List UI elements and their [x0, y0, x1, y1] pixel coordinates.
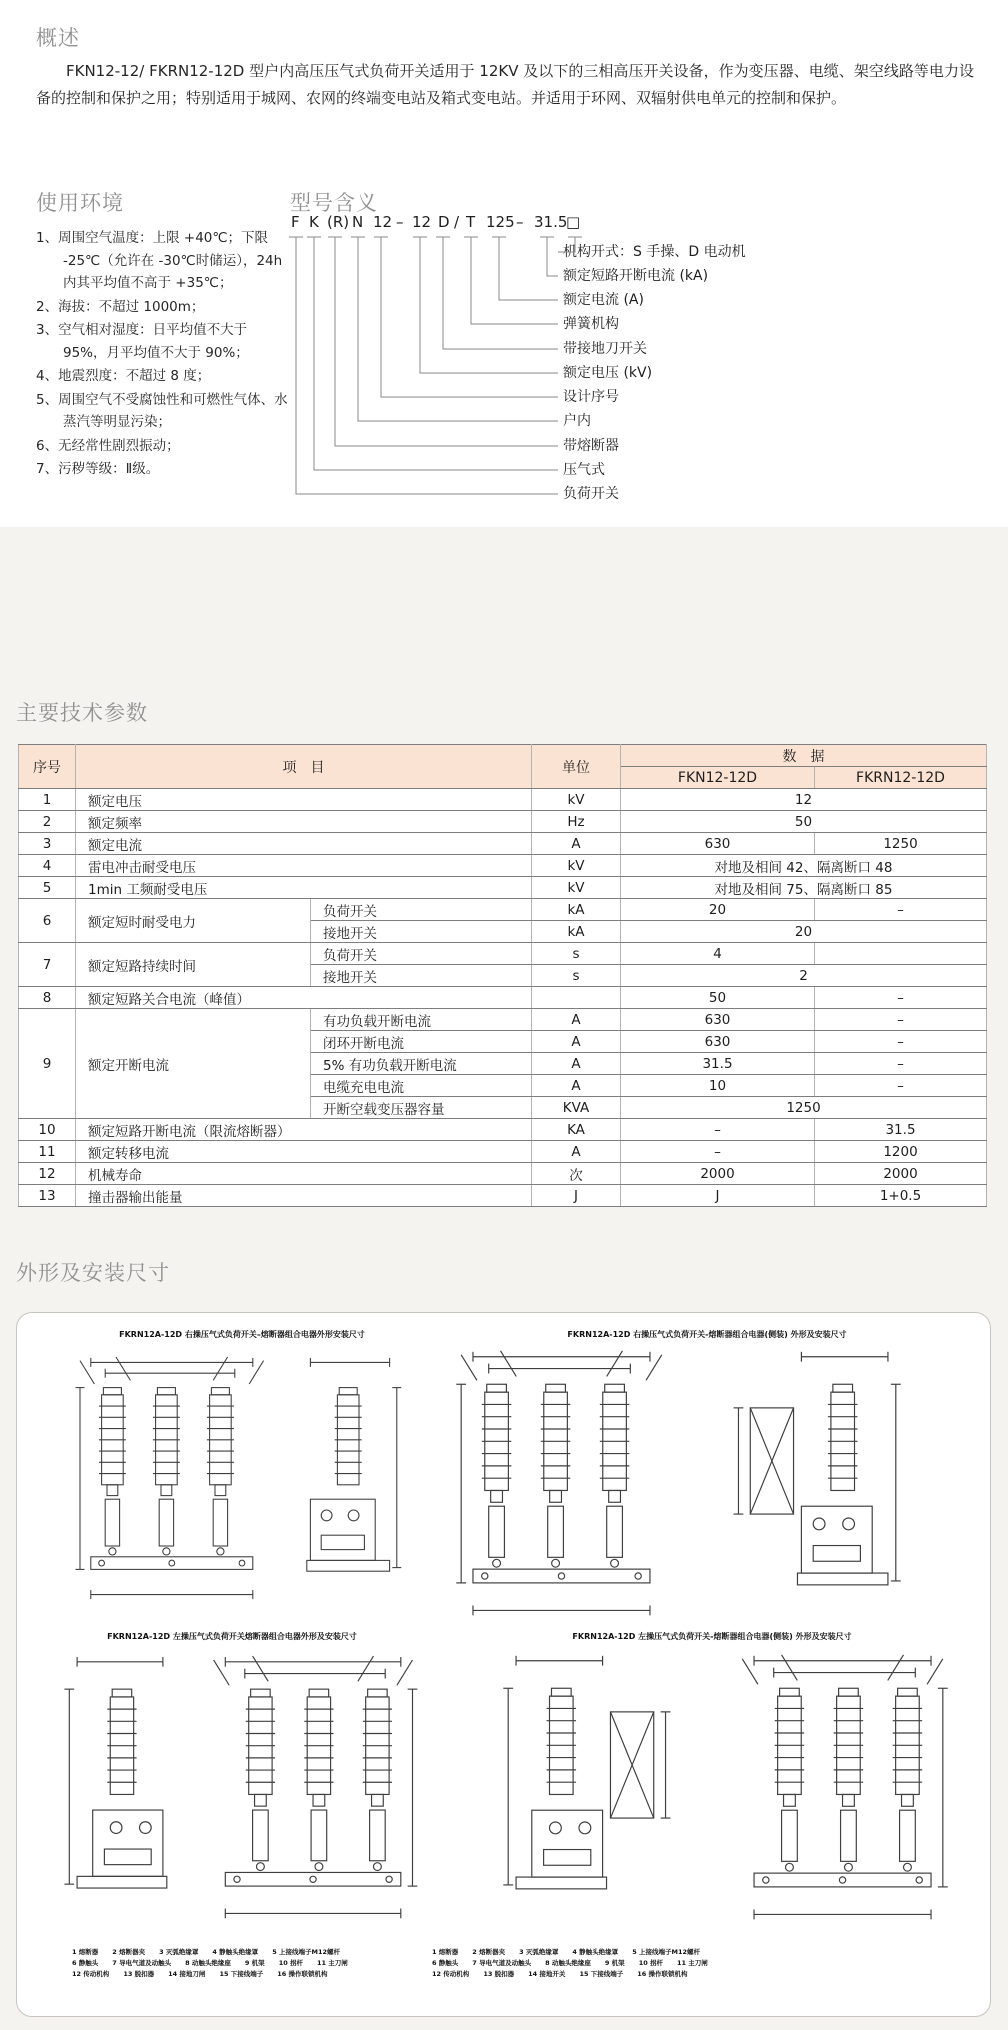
cell-value-fkrn: – [815, 1053, 987, 1075]
cell-item: 额定转移电流 [76, 1141, 532, 1163]
cell-value-span: 1250 [621, 1097, 987, 1119]
model-code-part: D [438, 213, 450, 231]
cell-subitem: 闭环开断电流 [311, 1031, 532, 1053]
table-row [19, 1163, 987, 1185]
cell-no: 5 [19, 877, 76, 899]
cell-value-span: 对地及相间 75、隔离断口 85 [621, 877, 987, 899]
cell-value-span: 2 [621, 965, 987, 987]
cell-subitem: 接地开关 [311, 965, 532, 987]
cell-value-fkn: 630 [621, 1009, 815, 1031]
env-item-number: 4、 [36, 368, 59, 384]
legend-item: 9 机架 [604, 1959, 625, 1967]
legend-item: 13 脱扣器 [123, 1970, 155, 1978]
cell-subitem: 电缆充电电流 [311, 1075, 532, 1097]
cell-no: 11 [19, 1141, 76, 1163]
col-header-no: 序号 [19, 745, 76, 789]
model-heading: 型号含义 [290, 191, 378, 215]
cell-value-span: 20 [621, 921, 987, 943]
drawing-bottom-right-legend [432, 1947, 708, 1980]
model-code-part: / [454, 213, 460, 231]
drawing-bottom-left-legend [72, 1947, 348, 1980]
cell-no: 12 [19, 1163, 76, 1185]
cell-unit [532, 987, 621, 1009]
env-item-text: 污秽等级：Ⅱ级。 [58, 461, 160, 477]
model-code-part: K [309, 213, 319, 231]
cell-unit: A [532, 1075, 621, 1097]
overview-heading: 概述 [36, 26, 80, 50]
cell-no: 10 [19, 1119, 76, 1141]
cell-item: 1min 工频耐受电压 [76, 877, 532, 899]
table-row [19, 1185, 987, 1207]
legend-item: 12 传动机构 [72, 1970, 110, 1978]
env-item [36, 458, 290, 481]
legend-item: 10 拐杆 [278, 1959, 303, 1967]
model-label: 机构开式：S 手操、D 电动机 [563, 244, 746, 260]
env-item [36, 319, 290, 364]
cell-value-fkn: 20 [621, 899, 815, 921]
cell-value-fkn: – [621, 1141, 815, 1163]
cell-value-fkn: 10 [621, 1075, 815, 1097]
col-header-fkrn12-12d: FKRN12-12D [815, 767, 987, 789]
legend-item: 14 接地开关 [528, 1970, 566, 1978]
env-item [36, 227, 290, 295]
cell-value-fkrn: 1250 [815, 833, 987, 855]
env-item-number: 1、 [36, 230, 59, 246]
legend-item: 12 传动机构 [432, 1970, 470, 1978]
cell-unit: kV [532, 789, 621, 811]
cell-item: 额定电压 [76, 789, 532, 811]
env-item-number: 2、 [36, 298, 59, 315]
legend-item: 14 接地刀闸 [168, 1970, 206, 1978]
legend-item: 11 主刀闸 [677, 1959, 708, 1967]
env-item-number: 3、 [36, 322, 59, 338]
dimensions-heading: 外形及安装尺寸 [16, 1261, 170, 1285]
env-item [36, 435, 290, 458]
cell-value-fkrn: – [815, 1031, 987, 1053]
legend-item: 2 熔断器夹 [112, 1948, 146, 1956]
model-code-part: 31.5 [534, 213, 568, 231]
cell-unit: kV [532, 877, 621, 899]
table-row [19, 789, 987, 811]
env-item-text: 海拔：不超过 1000m； [58, 298, 205, 315]
col-header-data: 数 据 [621, 745, 987, 767]
cell-subitem: 负荷开关 [311, 899, 532, 921]
legend-item: 16 操作联锁机构 [637, 1970, 688, 1978]
cell-value-fkn: 50 [621, 987, 815, 1009]
model-code-part: T [466, 213, 476, 231]
cell-item: 额定短路持续时间 [76, 943, 311, 987]
col-header-unit: 单位 [532, 745, 621, 789]
env-item-text: 空气相对湿度：日平均值不大于 95%，月平均值不大于 90%； [58, 322, 249, 361]
legend-item: 2 熔断器夹 [472, 1948, 506, 1956]
drawing-top-left-title: FKRN12A-12D 右操压气式负荷开关–熔断器组合电器外形安装尺寸 [119, 1330, 365, 1339]
model-label: 额定电压 (kV) [563, 365, 653, 381]
cell-unit: 次 [532, 1163, 621, 1185]
legend-item: 11 主刀闸 [317, 1959, 348, 1967]
model-label: 设计序号 [563, 389, 619, 405]
model-label: 带熔断器 [563, 438, 619, 454]
legend-item: 16 操作联锁机构 [277, 1970, 328, 1978]
model-code-part: 125 [486, 213, 515, 231]
cell-subitem: 5% 有功负载开断电流 [311, 1053, 532, 1075]
env-item-number: 6、 [36, 437, 59, 454]
legend-item: 7 导电气道及动触头 [112, 1959, 172, 1967]
model-label: 压气式 [563, 462, 605, 478]
parameters-heading: 主要技术参数 [16, 701, 148, 725]
drawing-top-left [62, 1343, 422, 1623]
cell-unit: KVA [532, 1097, 621, 1119]
cell-unit: s [532, 965, 621, 987]
table-row [19, 877, 987, 899]
cell-value-span: 12 [621, 789, 987, 811]
env-item [36, 389, 290, 434]
legend-item: 8 动触头绝缘座 [185, 1959, 231, 1967]
cell-no: 6 [19, 899, 76, 943]
legend-item: 7 导电气道及动触头 [472, 1959, 532, 1967]
env-item-number: 5、 [36, 391, 59, 408]
model-code-part: – [396, 213, 404, 231]
cell-subitem: 负荷开关 [311, 943, 532, 965]
drawing-top-right-title: FKRN12A-12D 右操压气式负荷开关-熔断器组合电器(侧装) 外形及安装尺寸 [567, 1330, 847, 1339]
cell-unit: A [532, 1031, 621, 1053]
cell-value-span: 50 [621, 811, 987, 833]
drawing-bottom-right-title: FKRN12A-12D 左操压气式负荷开关-熔断器组合电器(侧装) 外形及安装尺寸 [572, 1632, 852, 1641]
model-label: 弹簧机构 [563, 316, 619, 332]
model-code-part: F [291, 213, 300, 231]
cell-value-fkn: 31.5 [621, 1053, 815, 1075]
env-item [36, 296, 290, 319]
cell-value-fkn: 4 [621, 943, 815, 965]
cell-unit: KA [532, 1119, 621, 1141]
environment-list [36, 227, 290, 482]
legend-item: 15 下接线端子 [579, 1970, 624, 1978]
model-code-part: 12 [412, 213, 432, 231]
cell-unit: kV [532, 855, 621, 877]
cell-value-fkn: – [621, 1119, 815, 1141]
legend-item: 8 动触头绝缘座 [545, 1959, 591, 1967]
cell-unit: A [532, 1009, 621, 1031]
model-code-part: N [352, 213, 364, 231]
legend-item: 4 静触头绝缘罩 [212, 1948, 259, 1956]
cell-no: 7 [19, 943, 76, 987]
cell-no: 9 [19, 1009, 76, 1119]
drawing-bottom-left-title: FKRN12A-12D 左操压气式负荷开关熔断器组合电器外形及安装尺寸 [107, 1632, 357, 1641]
drawing-top-right [437, 1341, 977, 1636]
legend-item: 10 拐杆 [638, 1959, 663, 1967]
table-row [19, 987, 987, 1009]
cell-unit: s [532, 943, 621, 965]
table-row [19, 943, 987, 965]
model-code-part: □ [566, 213, 581, 231]
overview-paragraph: FKN12-12/ FKRN12-12D 型户内高压压气式负荷开关适用于 12KV 及以下的三相高压开关设备，作为变压器、电缆、架空线路等电力设备的控制和保护之用；特别适用于城网、农网的终端变电站及箱式变电站。并适用于环网、双辐射供电单元的控制和保护。 [36, 62, 974, 107]
cell-unit: kA [532, 899, 621, 921]
legend-item: 6 静触头 [432, 1959, 459, 1967]
cell-value-span: 对地及相间 42、隔离断口 48 [621, 855, 987, 877]
legend-row [432, 1958, 708, 1969]
cell-item: 额定短路关合电流（峰值） [76, 987, 532, 1009]
cell-unit: Hz [532, 811, 621, 833]
env-item [36, 365, 290, 388]
legend-item: 4 静触头绝缘罩 [572, 1948, 619, 1956]
legend-row [72, 1969, 348, 1980]
col-header-fkn12-12d: FKN12-12D [621, 767, 815, 789]
cell-no: 2 [19, 811, 76, 833]
legend-row [72, 1958, 348, 1969]
cell-value-fkn: J [621, 1185, 815, 1207]
drawing-bottom-right [422, 1645, 972, 1940]
env-item-text: 无经常性剧烈振动； [58, 437, 180, 454]
cell-item: 额定开断电流 [76, 1009, 311, 1119]
legend-item: 5 上接线端子M12螺杆 [272, 1948, 340, 1956]
legend-row [432, 1947, 708, 1958]
legend-item: 1 熔断器 [432, 1948, 459, 1956]
table-row [19, 1141, 987, 1163]
cell-item: 机械寿命 [76, 1163, 532, 1185]
cell-no: 13 [19, 1185, 76, 1207]
cell-value-fkrn: 1+0.5 [815, 1185, 987, 1207]
cell-subitem: 有功负载开断电流 [311, 1009, 532, 1031]
parameters-table [18, 744, 987, 1207]
cell-value-fkrn [815, 943, 987, 965]
cell-value-fkrn: – [815, 1009, 987, 1031]
legend-item: 6 静触头 [72, 1959, 99, 1967]
model-label: 额定短路开断电流 (kA) [563, 268, 709, 284]
legend-item: 15 下接线端子 [219, 1970, 264, 1978]
cell-no: 4 [19, 855, 76, 877]
model-label: 负荷开关 [563, 486, 619, 502]
legend-item: 5 上接线端子M12螺杆 [632, 1948, 700, 1956]
table-row [19, 855, 987, 877]
drawing-bottom-left [42, 1645, 432, 1940]
cell-unit: kA [532, 921, 621, 943]
env-item-number: 7、 [36, 461, 59, 477]
cell-no: 3 [19, 833, 76, 855]
cell-item: 额定电流 [76, 833, 532, 855]
env-item-text: 周围空气温度：上限 +40℃；下限 -25℃（允许在 -30℃时储运），24h 内其平均值不高于 +35℃； [58, 230, 283, 291]
model-code-part: (R) [327, 213, 350, 231]
environment-heading: 使用环境 [36, 191, 124, 215]
cell-no: 1 [19, 789, 76, 811]
legend-item: 3 灭弧绝缘罩 [519, 1948, 559, 1956]
table-row [19, 899, 987, 921]
cell-subitem: 接地开关 [311, 921, 532, 943]
cell-unit: J [532, 1185, 621, 1207]
env-item-text: 地震烈度：不超过 8 度； [58, 368, 211, 384]
model-code-part: 12 [373, 213, 393, 231]
model-code-part: – [516, 213, 524, 231]
legend-item: 9 机架 [244, 1959, 265, 1967]
cell-value-fkrn: – [815, 1075, 987, 1097]
env-item-text: 周围空气不受腐蚀性和可燃性气体、水蒸汽等明显污染； [58, 391, 288, 430]
cell-unit: A [532, 833, 621, 855]
legend-item: 1 熔断器 [72, 1948, 99, 1956]
cell-no: 8 [19, 987, 76, 1009]
cell-value-fkn: 630 [621, 833, 815, 855]
parameters-table-header [19, 745, 987, 789]
cell-value-fkn: 630 [621, 1031, 815, 1053]
legend-row [432, 1969, 708, 1980]
cell-subitem: 开断空载变压器容量 [311, 1097, 532, 1119]
cell-unit: A [532, 1141, 621, 1163]
table-row [19, 1119, 987, 1141]
model-label: 带接地刀开关 [563, 341, 647, 357]
cell-item: 撞击器输出能量 [76, 1185, 532, 1207]
model-label: 额定电流 (A) [563, 292, 644, 308]
cell-value-fkn: 2000 [621, 1163, 815, 1185]
model-label: 户内 [563, 413, 591, 429]
table-row [19, 811, 987, 833]
cell-value-fkrn: – [815, 987, 987, 1009]
cell-item: 额定频率 [76, 811, 532, 833]
legend-item: 13 脱扣器 [483, 1970, 515, 1978]
cell-value-fkrn: 1200 [815, 1141, 987, 1163]
cell-value-fkrn: 31.5 [815, 1119, 987, 1141]
cell-value-fkrn: 2000 [815, 1163, 987, 1185]
cell-value-fkrn: – [815, 899, 987, 921]
table-row [19, 1009, 987, 1031]
cell-item: 额定短时耐受电力 [76, 899, 311, 943]
cell-item: 雷电冲击耐受电压 [76, 855, 532, 877]
cell-item: 额定短路开断电流（限流熔断器） [76, 1119, 532, 1141]
drawings-panel [16, 1312, 991, 2017]
legend-item: 3 灭弧绝缘罩 [159, 1948, 199, 1956]
cell-unit: A [532, 1053, 621, 1075]
table-row [19, 833, 987, 855]
legend-row [72, 1947, 348, 1958]
col-header-item: 项 目 [76, 745, 532, 789]
